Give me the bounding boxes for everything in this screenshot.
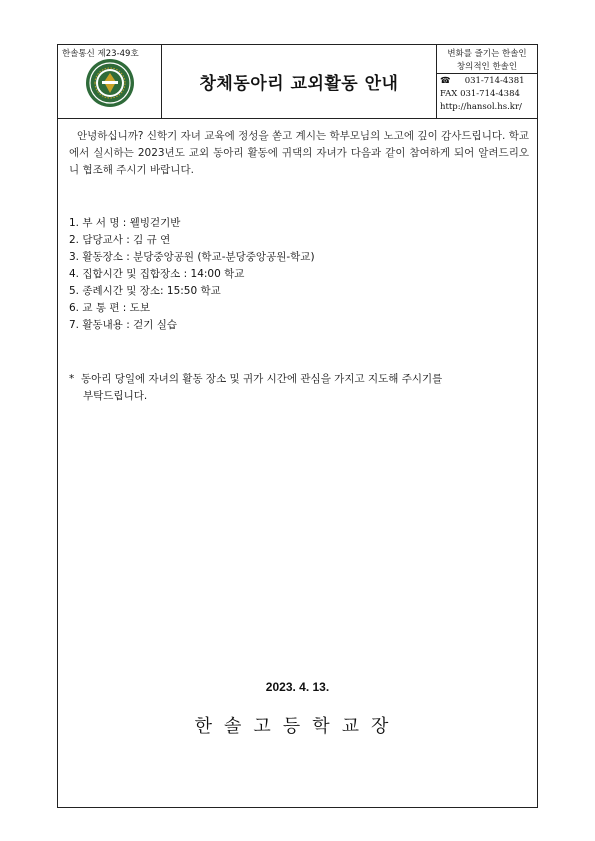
intro-text: 안녕하십니까? 신학기 자녀 교육에 정성을 쏟고 계시는 학부모님의 노고에 깊이 감사드립니다. 학교에서 실시하는 2023년도 교외 동아리 활동에 귀댁의 자녀가 다음과 같이 참여하게 되어 알려드리오니 협조해 주시기 바랍니다. xyxy=(69,130,529,176)
slogan-line-2: 창의적인 한솔인 xyxy=(456,62,518,72)
contact-box xyxy=(437,73,537,118)
page-frame xyxy=(57,44,538,808)
intro-paragraph xyxy=(69,128,529,179)
phone-row xyxy=(440,76,525,86)
fax-row xyxy=(440,89,520,99)
fax-label: FAX xyxy=(440,89,458,99)
note-asterisk: * xyxy=(69,373,75,385)
activity-details-list xyxy=(69,215,315,334)
list-item: 3. 활동장소 : 분당중앙공원 (학교-분당중앙공원-학교) xyxy=(69,251,315,263)
fax-number: 031-714-4384 xyxy=(460,89,520,99)
issue-number: 한솔통신 제23-49호 xyxy=(62,49,139,59)
issue-date: 2023. 4. 13. xyxy=(265,680,330,694)
note-line-2: 부탁드립니다. xyxy=(83,390,148,402)
letterhead-right-cell xyxy=(436,45,537,118)
note xyxy=(69,371,539,405)
list-item: 1. 부 서 명 : 웰빙걷기반 xyxy=(69,217,181,229)
list-item: 2. 담당교사 : 김 규 연 xyxy=(69,234,171,246)
list-item: 7. 활동내용 : 걷기 실습 xyxy=(69,319,178,331)
list-item: 4. 집합시간 및 집합장소 : 14:00 학교 xyxy=(69,268,245,280)
principal-signature: 한솔고등학교장 xyxy=(194,716,401,737)
phone-number: 031-714-4381 xyxy=(464,76,525,86)
school-emblem-icon xyxy=(85,58,135,108)
list-item: 6. 교 통 편 : 도보 xyxy=(69,302,150,314)
list-item: 5. 종례시간 및 장소: 15:50 학교 xyxy=(69,285,221,297)
document-title: 창체동아리 교외활동 안내 xyxy=(199,74,399,94)
note-line-1: 동아리 당일에 자녀의 활동 장소 및 귀가 시간에 관심을 가지고 지도해 주시기를 xyxy=(81,373,443,385)
slogan-line-1: 변화를 즐기는 한솔인 xyxy=(447,49,527,59)
letterhead xyxy=(58,45,537,119)
letterhead-left-cell xyxy=(58,45,162,118)
website-url[interactable]: http://hansol.hs.kr/ xyxy=(440,102,522,112)
phone-icon: ☎ xyxy=(440,76,451,86)
